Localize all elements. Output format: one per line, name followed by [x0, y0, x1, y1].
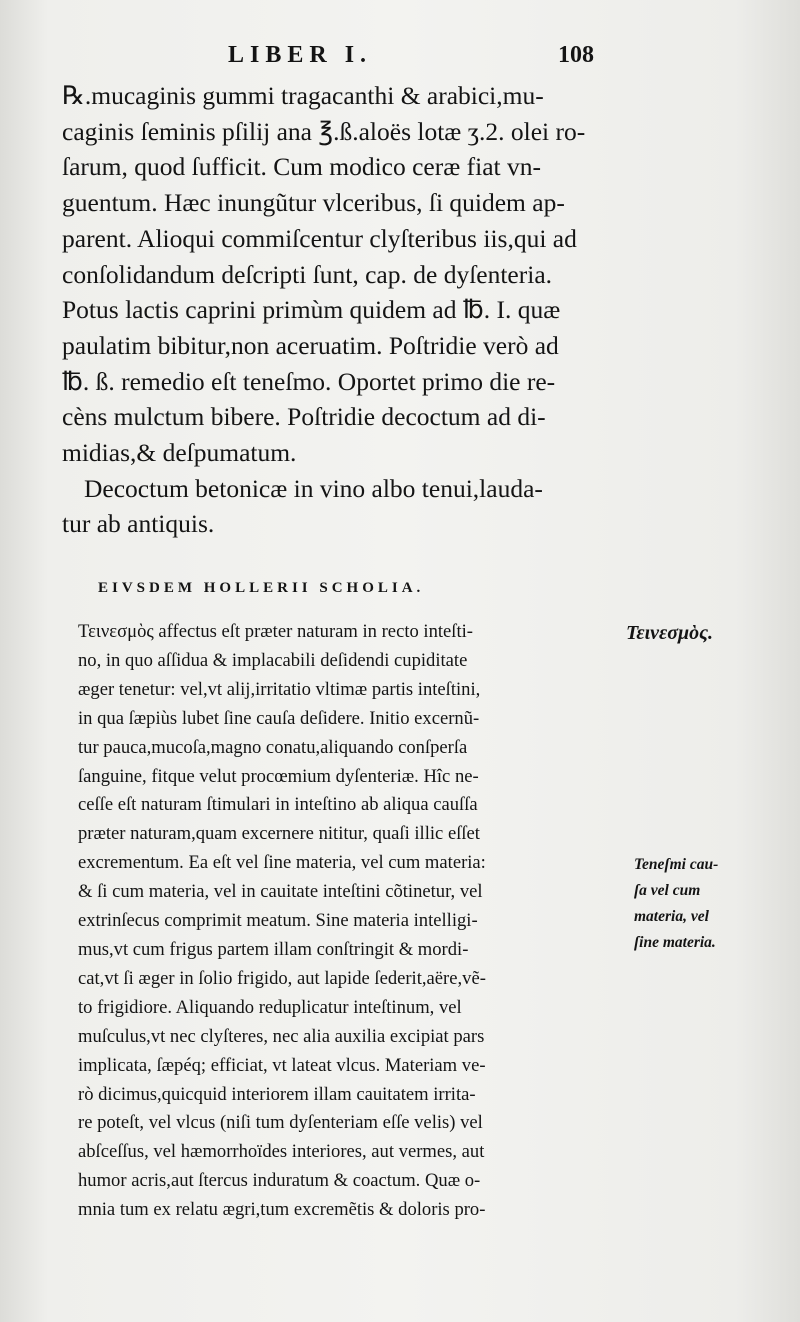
scholia-line: ceſſe eſt naturam ſtimulari in inteſtino ab aliqua cauſſa	[78, 794, 478, 816]
scholia-line: cat,vt ſi æger in ſolio frigido, aut lapide ſederit,aëre,vẽ-	[78, 967, 486, 989]
main-text-block	[62, 78, 622, 542]
margin-note-line: materia, vel	[634, 908, 709, 925]
scholia-line: in qua ſæpiùs lubet ſine cauſa deſidere. Initio excernũ-	[78, 707, 480, 729]
scholia-line: to frigidiore. Aliquando reduplicatur inteſtinum, vel	[78, 996, 462, 1018]
text-line: ℔. ß. remedio eſt teneſmo. Oportet primo die re-	[62, 366, 556, 396]
text-line: ℞.mucaginis gummi tragacanthi & arabici,mu-	[62, 81, 544, 110]
text-line: caginis ſeminis pſilij ana ℥.ß.aloës lotæ ʒ.2. olei ro-	[62, 116, 586, 146]
scholia-line: no, in quo aſſidua & implacabili deſidendi cupiditate	[78, 649, 468, 671]
margin-note-line: Teneſmi cau-	[634, 856, 719, 873]
text-line: paulatim bibitur,non aceruatim. Poſtridie verò ad	[62, 330, 559, 360]
scholia-line: humor acris,aut ſtercus induratum & coactum. Quæ o-	[78, 1170, 481, 1192]
scholia-line: tur pauca,mucoſa,magno conatu,aliquando conſperſa	[78, 736, 468, 758]
scholia-line: rò dicimus,quicquid interiorem illam cauitatem irrita-	[78, 1083, 476, 1105]
text-line: guentum. Hæc inungũtur vlceribus, ſi quidem ap-	[62, 188, 565, 218]
margin-note-line: ſa vel cum	[634, 882, 701, 899]
running-title: LIBER I.	[228, 42, 373, 68]
text-line: tur ab antiquis.	[62, 509, 215, 539]
page-header	[0, 38, 800, 78]
text-line: Potus lactis caprini primùm quidem ad ℔. I. quæ	[62, 295, 561, 325]
scholia-line: mus,vt cum frigus partem illam conſtringit & mordi-	[78, 938, 469, 960]
scholia-line: implicata, ſæpéq; efficiat, vt lateat vlcus. Materiam ve-	[78, 1054, 486, 1076]
scholia-line: re poteſt, vel vlcus (niſi tum dyſenteriam eſſe velis) vel	[78, 1112, 483, 1134]
text-line: cèns mulctum bibere. Poſtridie decoctum ad di-	[62, 402, 546, 432]
text-line: conſolidandum deſcripti ſunt, cap. de dyſenteria.	[62, 259, 553, 289]
scholia-line: præter naturam,quam excernere nititur, quaſi illic eſſet	[78, 823, 480, 845]
scholia-line: mnia tum ex relatu ægri,tum excremẽtis & doloris pro-	[78, 1199, 486, 1221]
margin-note-greek: Τεινεσμὸς.	[626, 622, 714, 644]
scholia-line: muſculus,vt nec clyſteres, nec alia auxilia excipiat pars	[78, 1025, 485, 1047]
text-line: midias,& deſpumatum.	[62, 438, 297, 468]
scholia-line: abſceſſus, vel hæmorrhoïdes interiores, aut vermes, aut	[78, 1141, 485, 1163]
text-line: parent. Alioqui commiſcentur clyſteribus iis,qui ad	[62, 223, 577, 253]
margin-note-tenesmi	[634, 852, 718, 956]
margin-note-line: ſine materia.	[634, 934, 716, 951]
text-line: ſarum, quod ſufficit. Cum modico ceræ fiat vn-	[62, 152, 541, 182]
scholia-line: extrinſecus comprimit meatum. Sine materia intelligi-	[78, 910, 478, 932]
scholia-line: & ſi cum materia, vel in cauitate inteſtini cõtinetur, vel	[78, 881, 483, 903]
scholia-line: excrementum. Ea eſt vel ſine materia, vel cum materia:	[78, 852, 486, 874]
folio-number: 108	[558, 42, 594, 68]
scholia-line: ſanguine, fitque velut procœmium dyſenteriæ. Hîc ne-	[78, 765, 479, 787]
scholia-text-block	[78, 618, 626, 1225]
text-line: Decoctum betonicæ in vino albo tenui,lauda-	[84, 473, 543, 503]
section-heading: EIVSDEM HOLLERII SCHOLIA.	[98, 580, 425, 596]
scholia-line: æger tenetur: vel,vt alij,irritatio vltimæ partis inteſtini,	[78, 678, 481, 700]
scholia-line: Τεινεσμὸς affectus eſt præter naturam in recto inteſti-	[78, 621, 473, 642]
